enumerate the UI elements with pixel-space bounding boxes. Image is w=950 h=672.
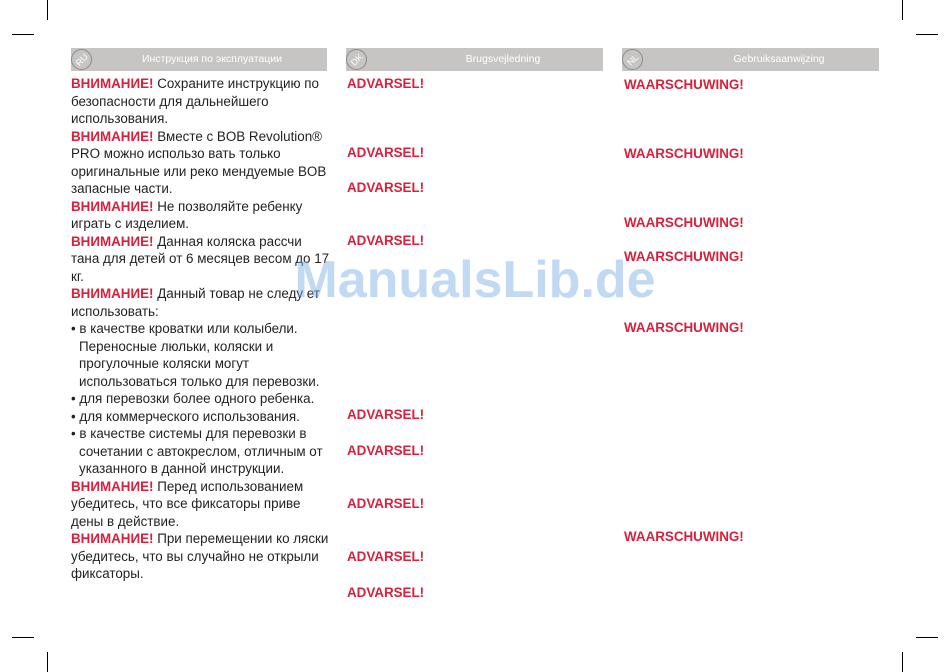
warning-label-dk: ADVARSEL!	[347, 407, 425, 422]
warning-label: ВНИМАНИЕ!	[71, 478, 154, 494]
warning-label-nl: WAARSCHUWING!	[624, 77, 744, 92]
watermark: ManualsLib.de	[294, 251, 656, 309]
bullet-item: • в качестве кроватки или колыбели. Переносные люльки, коляски и прогулочные коляски могут использоваться только для перевозки.	[71, 321, 320, 389]
warning-label: ВНИМАНИЕ!	[71, 233, 154, 249]
warning-label-nl: WAARSCHUWING!	[624, 529, 744, 544]
warning-label-dk: ADVARSEL!	[347, 233, 425, 248]
paragraph: ВНИМАНИЕ! Сохраните инструкцию по безопасности для дальнейшего использования.	[71, 76, 319, 126]
crop-mark	[916, 637, 938, 638]
warning-label: ВНИМАНИЕ!	[71, 286, 154, 301]
warning-label: ВНИМАНИЕ!	[71, 198, 154, 214]
bullet-item: • для коммерческого использования.	[71, 408, 300, 424]
warning-label-dk: ADVARSEL!	[347, 585, 425, 600]
paragraph: ВНИМАНИЕ! Данная коляска рассчи тана для детей от 6 месяцев весом до 17 кг.	[71, 233, 330, 284]
warning-label-dk: ADVARSEL!	[347, 180, 425, 195]
crop-mark	[12, 34, 34, 35]
crop-mark	[916, 34, 938, 35]
language-badge-nl: NL	[622, 49, 643, 70]
paragraph: ВНИМАНИЕ! При перемещении ко ляски убедитесь, что вы случайно не открыли фиксаторы.	[71, 531, 329, 581]
header-nl	[622, 48, 879, 71]
header-title-dk: Brugsvejledning	[465, 53, 541, 65]
warning-label: ВНИМАНИЕ!	[71, 76, 154, 91]
crop-mark	[47, 0, 48, 20]
crop-mark	[902, 0, 903, 20]
warning-label-nl: WAARSCHUWING!	[624, 215, 744, 230]
paragraph: ВНИМАНИЕ! Вместе с BOB Revolution® PRO можно использо вать только оригинальные или реко мендуемые BOB запасные части.	[71, 128, 327, 196]
paragraph: ВНИМАНИЕ! Перед использованием убедитесь, что все фиксаторы приве дены в действие.	[71, 478, 304, 529]
warning-label-dk: ADVARSEL!	[347, 496, 425, 511]
language-badge-dk: DK	[346, 49, 367, 70]
warning-label-dk: ADVARSEL!	[347, 549, 425, 564]
warning-label-nl: WAARSCHUWING!	[624, 249, 744, 264]
crop-mark	[47, 652, 48, 672]
language-badge-ru: RU	[71, 49, 92, 70]
warning-label-nl: WAARSCHUWING!	[624, 320, 744, 335]
warning-label-dk: ADVARSEL!	[347, 145, 425, 160]
warning-label: ВНИМАНИЕ!	[71, 128, 154, 144]
header-title-nl: Gebruiksaanwijzing	[733, 53, 825, 65]
bullet-item: • в качестве системы для перевозки в сочетании с автокреслом, отличным от указанного в данной инструкции.	[71, 426, 323, 476]
paragraph: ВНИМАНИЕ! Не позволяйте ребенку играть с изделием.	[71, 198, 303, 231]
crop-mark	[12, 637, 34, 638]
header-title-ru: Инструкция по эксплуатации	[141, 53, 283, 65]
warning-label-dk: ADVARSEL!	[347, 76, 425, 91]
crop-mark	[902, 652, 903, 672]
warning-label-nl: WAARSCHUWING!	[624, 146, 744, 161]
header-dk	[346, 48, 603, 71]
paragraph: ВНИМАНИЕ! Данный товар не следу ет использовать:	[71, 286, 320, 319]
header-ru	[71, 48, 327, 71]
warning-label: ВНИМАНИЕ!	[71, 531, 154, 546]
bullet-item: • для перевозки более одного ребенка.	[71, 391, 315, 406]
russian-text-column	[71, 75, 333, 583]
warning-label-dk: ADVARSEL!	[347, 443, 425, 458]
